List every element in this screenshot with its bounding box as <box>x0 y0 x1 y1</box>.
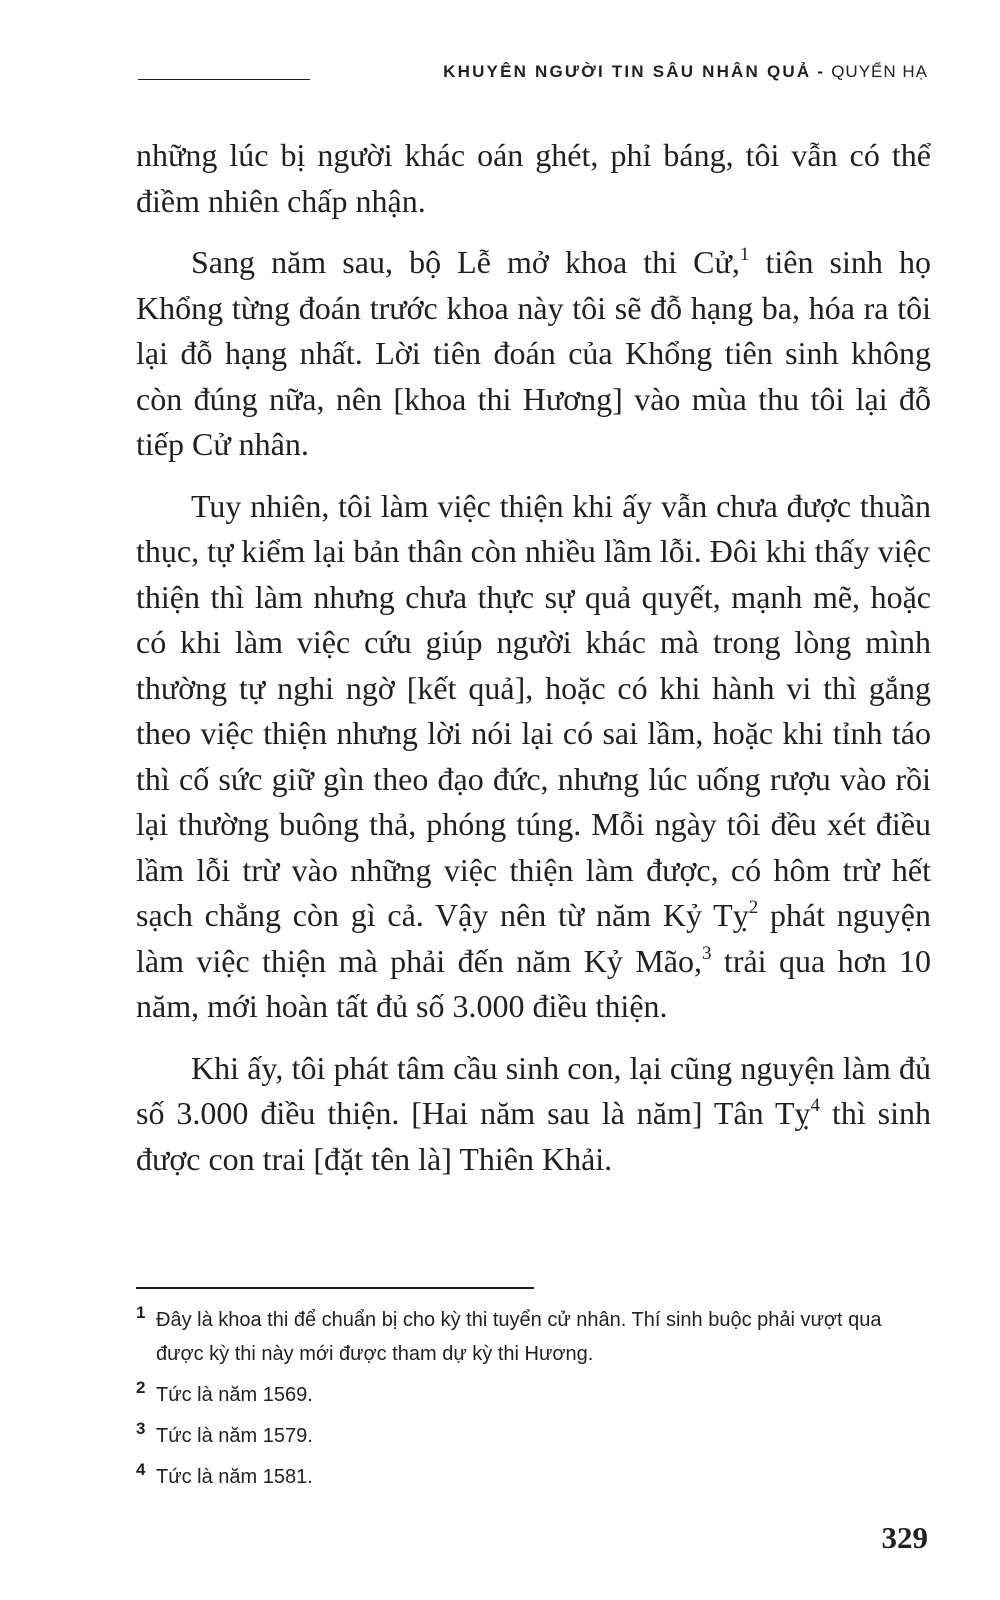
footnote-4-mark: 4 <box>136 1460 146 1479</box>
footnote-3-mark: 3 <box>136 1419 146 1438</box>
footnote-rule <box>136 1287 534 1289</box>
book-title: KHUYÊN NGƯỜI TIN SÂU NHÂN QUẢ <box>443 62 812 81</box>
footnote-3 <box>136 1419 931 1453</box>
paragraph-3-text-a: Tuy nhiên, tôi làm việc thiện khi ấy vẫn chưa được thuần thục, tự kiểm lại bản thân còn nhiều lầm lỗi. Đôi khi thấy việc thiện thì làm nhưng chưa thực sự quả quyết, mạnh mẽ, hoặc có khi làm việc cứu giúp người khác mà trong lòng mình thường tự nghi ngờ [kết quả], hoặc có khi hành vi thì gắng theo việc thiện nhưng lời nói lại có sai lầm, hoặc khi tỉnh táo thì cố sức giữ gìn theo đạo đức, nhưng lúc uống rượu vào rồi lại thường buông thả, phóng túng. Mỗi ngày tôi đều xét điều lầm lỗi trừ vào những việc thiện làm được, có hôm trừ hết sạch chẳng còn gì cả. Vậy nên từ năm Kỷ Tỵ <box>136 487 931 933</box>
paragraph-1-text: những lúc bị người khác oán ghét, phỉ báng, tôi vẫn có thể điềm nhiên chấp nhận. <box>136 137 931 219</box>
footnote-ref-3: 3 <box>702 942 712 964</box>
paragraph-3 <box>136 484 931 1030</box>
footnote-3-text: Tức là năm 1579. <box>156 1425 313 1447</box>
header-rule <box>138 79 310 80</box>
footnotes <box>136 1303 931 1501</box>
footnote-2-mark: 2 <box>136 1378 146 1397</box>
paragraph-2-text-a: Sang năm sau, bộ Lễ mở khoa thi Cử, <box>191 244 740 280</box>
paragraph-4-text-a: Khi ấy, tôi phát tâm cầu sinh con, lại cũng nguyện làm đủ số 3.000 điều thiện. [Hai năm sau là năm] Tân Tỵ <box>136 1049 931 1131</box>
footnote-1-mark: 1 <box>136 1303 146 1322</box>
paragraph-2 <box>136 240 931 468</box>
paragraph-4 <box>136 1046 931 1183</box>
volume-label: QUYỂN HẠ <box>831 62 928 81</box>
footnote-ref-1: 1 <box>739 244 750 265</box>
body-text <box>136 133 931 1198</box>
page-number: 329 <box>881 1520 928 1555</box>
footnote-4-text: Tức là năm 1581. <box>156 1466 313 1488</box>
paragraph-1 <box>136 133 931 224</box>
paragraph-2-text-b: tiên sinh họ Khổng từng đoán trước khoa này tôi sẽ đỗ hạng ba, hóa ra tôi lại đỗ hạng nhất. Lời tiên đoán của Khổng tiên sinh không còn đúng nữa, nên [khoa thi Hương] vào mùa thu tôi lại đỗ tiếp Cử nhân. <box>136 244 932 462</box>
footnote-1 <box>136 1303 931 1371</box>
paragraph-4-text-b: thì sinh được con trai [đặt tên là] Thiên Khải. <box>136 1095 931 1177</box>
footnote-2 <box>136 1378 931 1412</box>
footnote-4 <box>136 1460 931 1494</box>
footnote-ref-4: 4 <box>810 1095 820 1116</box>
paragraph-3-text-c: trải qua hơn 10 năm, mới hoàn tất đủ số 3.000 điều thiện. <box>136 942 932 1024</box>
footnote-ref-2: 2 <box>748 897 759 918</box>
footnote-2-text: Tức là năm 1569. <box>156 1384 313 1406</box>
header-separator: - <box>817 62 826 81</box>
running-head <box>443 62 928 82</box>
paragraph-3-text-b: phát nguyện làm việc thiện mà phải đến năm Kỷ Mão, <box>136 897 931 979</box>
footnote-1-text: Đây là khoa thi để chuẩn bị cho kỳ thi tuyển cử nhân. Thí sinh buộc phải vượt qua được kỳ thi này mới được tham dự kỳ thi Hương. <box>156 1309 882 1365</box>
